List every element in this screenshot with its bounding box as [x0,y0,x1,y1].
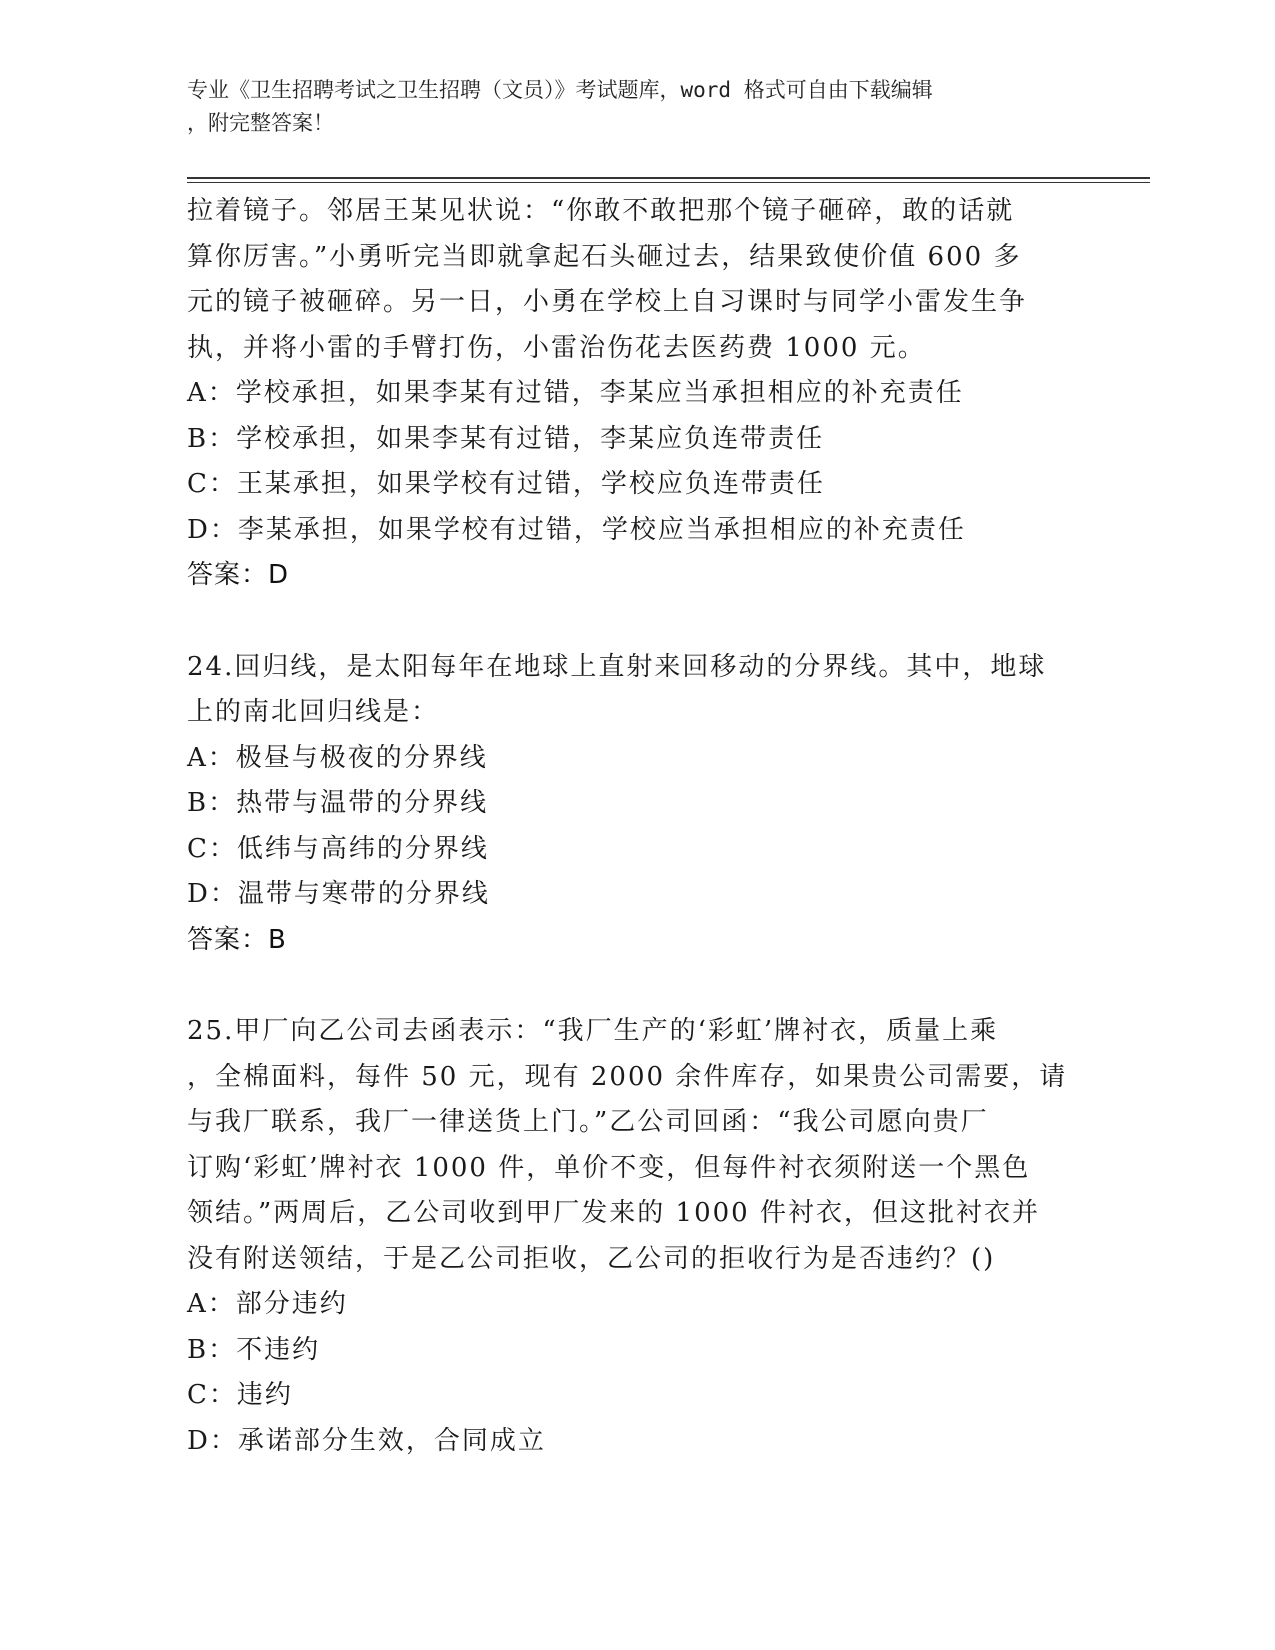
option-c: C：低纬与高纬的分界线 [187,833,489,864]
option-d: D：温带与寒带的分界线 [187,879,490,909]
header-rule-thick [187,177,1150,179]
header-line-1: 专业《卫生招聘考试之卫生招聘（文员）》考试题库，word 格式可自由下载编辑 [187,78,933,102]
header-line-2: ，附完整答案！ [187,111,334,135]
question-stem-line: 订购‘彩虹’牌衬衣 1000 件，单价不变，但每件衬衣须附送一个黑色 [187,1152,1031,1183]
answer-label: 答案：D [187,560,290,590]
option-b: B：热带与温带的分界线 [187,788,489,818]
question-stem-line: 算你厉害。”小勇听完当即就拿起石头砸过去，结果致使价值 600 多 [187,241,1022,272]
question-stem-line: 与我厂联系，我厂一律送货上门。”乙公司回函：“我公司愿向贵厂 [187,1107,989,1137]
question-stem-line: 元的镜子被砸碎。另一日，小勇在学校上自习课时与同学小雷发生争 [187,287,1028,317]
option-b: B：学校承担，如果李某有过错，李某应负连带责任 [187,423,825,454]
question-stem-line: 执，并将小雷的手臂打伤，小雷治伤花去医药费 1000 元。 [187,332,926,363]
question-stem-line: 24.回归线，是太阳每年在地球上直射来回移动的分界线。其中，地球 [187,651,1047,682]
question-spacer [187,963,1087,1009]
option-d: D：李某承担，如果学校有过错，学校应当承担相应的补充责任 [187,514,966,545]
option-c: C：违约 [187,1380,293,1410]
option-c: C：王某承担，如果学校有过错，学校应负连带责任 [187,469,825,499]
option-b: B：不违约 [187,1334,321,1365]
answer-label: 答案：B [187,924,287,955]
document-header [187,74,1087,140]
question-content [187,189,1087,1464]
question-stem-line: 领结。”两周后，乙公司收到甲厂发来的 1000 件衬衣，但这批衬衣并 [187,1198,1040,1228]
question-24 [187,645,1087,964]
question-stem-line: 拉着镜子。邻居王某见状说：“你敢不敢把那个镜子砸碎，敢的话就 [187,196,1015,226]
option-a: A：学校承担，如果李某有过错，李某应当承担相应的补充责任 [187,378,964,408]
option-d: D：承诺部分生效，合同成立 [187,1425,546,1456]
question-stem-line: 25.甲厂向乙公司去函表示：“我厂生产的‘彩虹’牌衬衣，质量上乘 [187,1016,999,1046]
question-spacer [187,599,1087,645]
question-25 [187,1009,1087,1464]
option-a: A：极昼与极夜的分界线 [187,742,488,773]
question-23 [187,189,1087,599]
option-a: A：部分违约 [187,1289,348,1319]
header-rule-thin [187,182,1150,183]
question-stem-line: ，全棉面料，每件 50 元，现有 2000 余件库存，如果贵公司需要，请 [187,1061,1068,1092]
question-stem-line: 没有附送领结，于是乙公司拒收，乙公司的拒收行为是否违约？() [187,1243,996,1274]
question-stem-line: 上的南北回归线是： [187,697,440,727]
